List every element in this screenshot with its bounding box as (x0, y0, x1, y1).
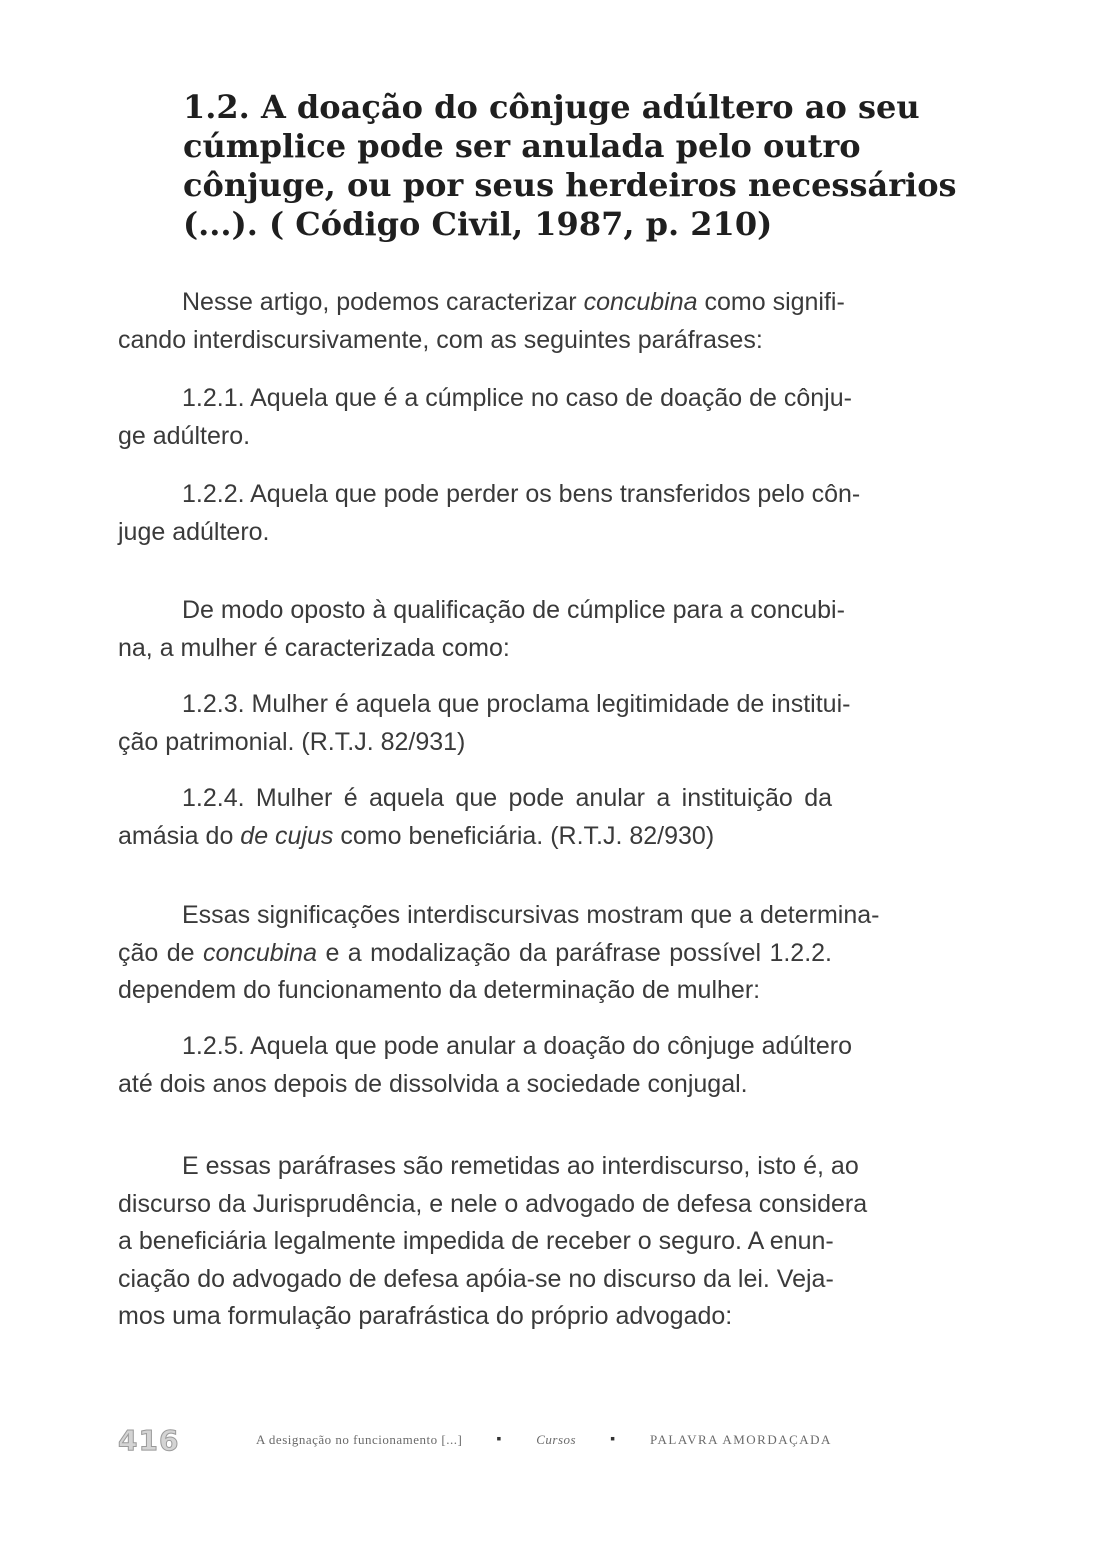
text-line: Essas significações interdiscursivas mostram que a determina- (182, 901, 880, 929)
paragraph-opposite (118, 592, 845, 667)
text-line: ção de concubina e a modalização da paráfrase possível 1.2.2. (118, 938, 832, 967)
heading-line: (...). ( Código Civil, 1987, p. 210) (183, 205, 773, 243)
text-line: mos uma formulação parafrástica do próprio advogado: (118, 1302, 733, 1330)
paragraph-significations (118, 897, 880, 1010)
page-number: 416 (118, 1424, 180, 1457)
page-footer (118, 1424, 832, 1458)
chapter-title: A designação no funcionamento [...] (256, 1432, 463, 1447)
text-line: dependem do funcionamento da determinação de mulher: (118, 976, 761, 1004)
text-line: ção patrimonial. (R.T.J. 82/931) (118, 727, 466, 756)
running-footer (256, 1432, 832, 1448)
text-line: 1.2.1. Aquela que é a cúmplice no caso de doação de cônju- (182, 384, 852, 412)
text-line: a beneficiária legalmente impedida de receber o seguro. A enun- (118, 1227, 834, 1255)
text-line: De modo oposto à qualificação de cúmplice para a concubi- (182, 596, 845, 624)
text-line: 1.2.3. Mulher é aquela que proclama legitimidade de institui- (182, 690, 851, 718)
paraphrase-1-2-3 (118, 686, 851, 761)
text-line: até dois anos depois de dissolvida a sociedade conjugal. (118, 1069, 748, 1098)
separator-bullet: ▪ (610, 1432, 616, 1447)
book-title: PALAVRA AMORDAÇADA (649, 1432, 832, 1447)
text-line: 1.2.4. Mulher é aquela que pode anular a instituição da (182, 784, 832, 812)
heading-line: cônjuge, ou por seus herdeiros necessários (183, 166, 957, 204)
text-line: E essas paráfrases são remetidas ao interdiscurso, isto é, ao (182, 1152, 859, 1180)
text-line: Nesse artigo, podemos caracterizar concubina como signifi- (182, 288, 845, 316)
heading-line: cúmplice pode ser anulada pelo outro (183, 127, 861, 165)
text-line: cando interdiscursivamente, com as seguintes paráfrases: (118, 325, 763, 354)
text-line: ciação do advogado de defesa apóia-se no discurso da lei. Veja- (118, 1264, 834, 1293)
text-line: amásia do de cujus como beneficiária. (R.T.J. 82/930) (118, 821, 715, 850)
paraphrase-1-2-5 (118, 1028, 852, 1103)
heading-line: 1.2. A doação do cônjuge adúltero ao seu (183, 88, 920, 126)
emphasis-term: concubina (203, 938, 317, 967)
text-line: 1.2.2. Aquela que pode perder os bens transferidos pelo côn- (182, 480, 861, 508)
text-line: juge adúltero. (118, 517, 270, 546)
paragraph-intro (118, 284, 845, 359)
paraphrase-1-2-4 (118, 780, 832, 855)
separator-bullet: ▪ (496, 1432, 502, 1447)
paragraph-interdiscourse (118, 1148, 868, 1336)
emphasis-term: de cujus (240, 821, 334, 850)
emphasis-term: concubina (583, 288, 698, 316)
paraphrase-1-2-2 (118, 476, 861, 551)
paraphrase-1-2-1 (118, 380, 852, 455)
text-line: 1.2.5. Aquela que pode anular a doação do cônjuge adúltero (182, 1032, 852, 1060)
text-line: discurso da Jurisprudência, e nele o advogado de defesa considera (118, 1189, 868, 1218)
text-line: na, a mulher é caracterizada como: (118, 633, 510, 662)
section-heading (183, 88, 957, 244)
text-line: ge adúltero. (118, 421, 251, 450)
section-name: Cursos (536, 1432, 577, 1447)
